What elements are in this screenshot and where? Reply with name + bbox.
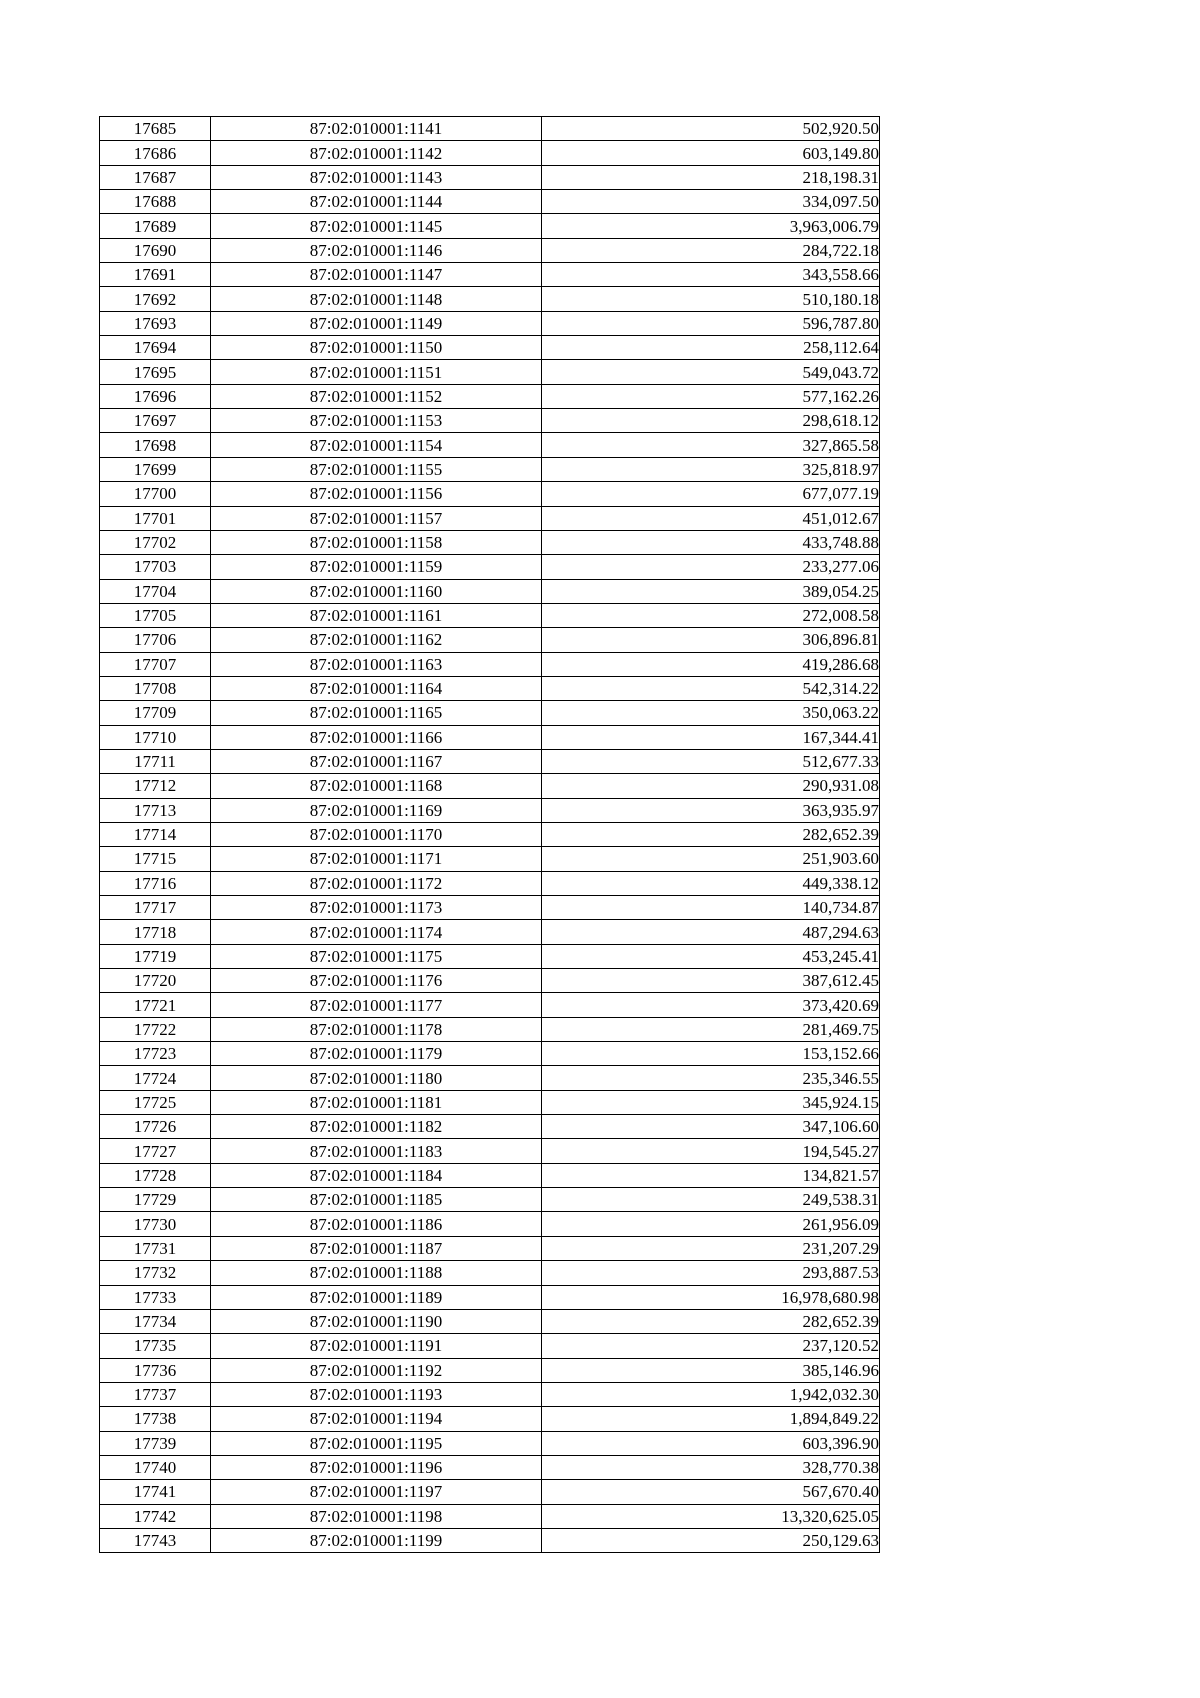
- cadastral-value-cell: 272,008.58: [542, 603, 880, 627]
- cadastral-value-cell: 153,152.66: [542, 1042, 880, 1066]
- cadastral-value-cell: 510,180.18: [542, 287, 880, 311]
- table-row: [100, 1115, 880, 1139]
- row-number-cell: 17738: [100, 1407, 211, 1431]
- cadastral-value-cell: 345,924.15: [542, 1090, 880, 1114]
- cadastral-value-cell: 596,787.80: [542, 311, 880, 335]
- cadastral-number-cell: 87:02:010001:1147: [211, 263, 542, 287]
- row-number-cell: 17720: [100, 969, 211, 993]
- row-number-cell: 17718: [100, 920, 211, 944]
- table-row: [100, 1066, 880, 1090]
- table-row: [100, 603, 880, 627]
- cadastral-number-cell: 87:02:010001:1162: [211, 628, 542, 652]
- cadastral-value-cell: 453,245.41: [542, 944, 880, 968]
- table-row: [100, 141, 880, 165]
- row-number-cell: 17712: [100, 774, 211, 798]
- cadastral-number-cell: 87:02:010001:1177: [211, 993, 542, 1017]
- table-row: [100, 1188, 880, 1212]
- cadastral-value-cell: 13,320,625.05: [542, 1504, 880, 1528]
- cadastral-value-cell: 325,818.97: [542, 457, 880, 481]
- row-number-cell: 17698: [100, 433, 211, 457]
- row-number-cell: 17714: [100, 822, 211, 846]
- cadastral-number-cell: 87:02:010001:1176: [211, 969, 542, 993]
- table-row: [100, 896, 880, 920]
- row-number-cell: 17709: [100, 701, 211, 725]
- cadastral-number-cell: 87:02:010001:1142: [211, 141, 542, 165]
- table-row: [100, 530, 880, 554]
- cadastral-number-cell: 87:02:010001:1171: [211, 847, 542, 871]
- row-number-cell: 17689: [100, 214, 211, 238]
- row-number-cell: 17693: [100, 311, 211, 335]
- cadastral-number-cell: 87:02:010001:1151: [211, 360, 542, 384]
- cadastral-number-cell: 87:02:010001:1145: [211, 214, 542, 238]
- cadastral-number-cell: 87:02:010001:1198: [211, 1504, 542, 1528]
- cadastral-number-cell: 87:02:010001:1180: [211, 1066, 542, 1090]
- cadastral-number-cell: 87:02:010001:1187: [211, 1236, 542, 1260]
- row-number-cell: 17707: [100, 652, 211, 676]
- cadastral-number-cell: 87:02:010001:1160: [211, 579, 542, 603]
- cadastral-number-cell: 87:02:010001:1194: [211, 1407, 542, 1431]
- cadastral-value-cell: 433,748.88: [542, 530, 880, 554]
- table-row: [100, 701, 880, 725]
- cadastral-value-cell: 134,821.57: [542, 1163, 880, 1187]
- row-number-cell: 17695: [100, 360, 211, 384]
- row-number-cell: 17700: [100, 482, 211, 506]
- table-row: [100, 871, 880, 895]
- cadastral-number-cell: 87:02:010001:1159: [211, 555, 542, 579]
- cadastral-value-cell: 549,043.72: [542, 360, 880, 384]
- cadastral-number-cell: 87:02:010001:1149: [211, 311, 542, 335]
- row-number-cell: 17740: [100, 1455, 211, 1479]
- row-number-cell: 17717: [100, 896, 211, 920]
- cadastral-value-cell: 334,097.50: [542, 190, 880, 214]
- table-row: [100, 1212, 880, 1236]
- row-number-cell: 17701: [100, 506, 211, 530]
- cadastral-value-cell: 577,162.26: [542, 384, 880, 408]
- row-number-cell: 17726: [100, 1115, 211, 1139]
- cadastral-number-cell: 87:02:010001:1197: [211, 1480, 542, 1504]
- table-row: [100, 1261, 880, 1285]
- cadastral-number-cell: 87:02:010001:1174: [211, 920, 542, 944]
- cadastral-value-cell: 343,558.66: [542, 263, 880, 287]
- cadastral-value-cell: 603,149.80: [542, 141, 880, 165]
- cadastral-value-cell: 502,920.50: [542, 117, 880, 141]
- table-row: [100, 579, 880, 603]
- cadastral-value-cell: 251,903.60: [542, 847, 880, 871]
- table-row: [100, 482, 880, 506]
- cadastral-number-cell: 87:02:010001:1152: [211, 384, 542, 408]
- table-row: [100, 1407, 880, 1431]
- cadastral-value-cell: 385,146.96: [542, 1358, 880, 1382]
- row-number-cell: 17703: [100, 555, 211, 579]
- table-row: [100, 1528, 880, 1552]
- cadastral-value-cell: 237,120.52: [542, 1334, 880, 1358]
- row-number-cell: 17736: [100, 1358, 211, 1382]
- table-row: [100, 457, 880, 481]
- cadastral-number-cell: 87:02:010001:1181: [211, 1090, 542, 1114]
- cadastral-number-cell: 87:02:010001:1189: [211, 1285, 542, 1309]
- cadastral-number-cell: 87:02:010001:1191: [211, 1334, 542, 1358]
- row-number-cell: 17733: [100, 1285, 211, 1309]
- cadastral-value-cell: 290,931.08: [542, 774, 880, 798]
- cadastral-value-cell: 293,887.53: [542, 1261, 880, 1285]
- table-row: [100, 1480, 880, 1504]
- row-number-cell: 17719: [100, 944, 211, 968]
- table-row: [100, 311, 880, 335]
- table-row: [100, 969, 880, 993]
- row-number-cell: 17743: [100, 1528, 211, 1552]
- table-row: [100, 165, 880, 189]
- cadastral-number-cell: 87:02:010001:1193: [211, 1382, 542, 1406]
- cadastral-value-cell: 327,865.58: [542, 433, 880, 457]
- row-number-cell: 17708: [100, 676, 211, 700]
- cadastral-value-cell: 363,935.97: [542, 798, 880, 822]
- cadastral-value-cell: 328,770.38: [542, 1455, 880, 1479]
- row-number-cell: 17729: [100, 1188, 211, 1212]
- row-number-cell: 17691: [100, 263, 211, 287]
- cadastral-number-cell: 87:02:010001:1166: [211, 725, 542, 749]
- cadastral-number-cell: 87:02:010001:1164: [211, 676, 542, 700]
- table-row: [100, 798, 880, 822]
- table-row: [100, 1236, 880, 1260]
- cadastral-value-cell: 250,129.63: [542, 1528, 880, 1552]
- cadastral-value-cell: 194,545.27: [542, 1139, 880, 1163]
- table-row: [100, 287, 880, 311]
- table-row: [100, 555, 880, 579]
- cadastral-value-cell: 284,722.18: [542, 238, 880, 262]
- cadastral-value-cell: 231,207.29: [542, 1236, 880, 1260]
- row-number-cell: 17716: [100, 871, 211, 895]
- cadastral-value-cell: 218,198.31: [542, 165, 880, 189]
- cadastral-number-cell: 87:02:010001:1192: [211, 1358, 542, 1382]
- cadastral-value-cell: 140,734.87: [542, 896, 880, 920]
- table-row: [100, 1163, 880, 1187]
- cadastral-value-cell: 235,346.55: [542, 1066, 880, 1090]
- row-number-cell: 17706: [100, 628, 211, 652]
- cadastral-value-cell: 167,344.41: [542, 725, 880, 749]
- table-row: [100, 1431, 880, 1455]
- cadastral-value-cell: 451,012.67: [542, 506, 880, 530]
- table-row: [100, 238, 880, 262]
- table-row: [100, 628, 880, 652]
- table-row: [100, 1017, 880, 1041]
- cadastral-value-cell: 389,054.25: [542, 579, 880, 603]
- table-row: [100, 409, 880, 433]
- cadastral-number-cell: 87:02:010001:1153: [211, 409, 542, 433]
- cadastral-number-cell: 87:02:010001:1173: [211, 896, 542, 920]
- cadastral-number-cell: 87:02:010001:1163: [211, 652, 542, 676]
- cadastral-value-cell: 677,077.19: [542, 482, 880, 506]
- cadastral-number-cell: 87:02:010001:1175: [211, 944, 542, 968]
- row-number-cell: 17692: [100, 287, 211, 311]
- table-row: [100, 360, 880, 384]
- row-number-cell: 17741: [100, 1480, 211, 1504]
- table-row: [100, 1309, 880, 1333]
- cadastral-value-cell: 249,538.31: [542, 1188, 880, 1212]
- cadastral-number-cell: 87:02:010001:1186: [211, 1212, 542, 1236]
- row-number-cell: 17705: [100, 603, 211, 627]
- cadastral-value-cell: 567,670.40: [542, 1480, 880, 1504]
- row-number-cell: 17704: [100, 579, 211, 603]
- cadastral-number-cell: 87:02:010001:1184: [211, 1163, 542, 1187]
- cadastral-number-cell: 87:02:010001:1157: [211, 506, 542, 530]
- cadastral-number-cell: 87:02:010001:1168: [211, 774, 542, 798]
- table-row: [100, 993, 880, 1017]
- row-number-cell: 17696: [100, 384, 211, 408]
- row-number-cell: 17685: [100, 117, 211, 141]
- table-row: [100, 117, 880, 141]
- cadastral-value-cell: 512,677.33: [542, 749, 880, 773]
- cadastral-value-cell: 487,294.63: [542, 920, 880, 944]
- cadastral-number-cell: 87:02:010001:1170: [211, 822, 542, 846]
- cadastral-value-cell: 347,106.60: [542, 1115, 880, 1139]
- row-number-cell: 17715: [100, 847, 211, 871]
- row-number-cell: 17728: [100, 1163, 211, 1187]
- cadastral-number-cell: 87:02:010001:1161: [211, 603, 542, 627]
- row-number-cell: 17723: [100, 1042, 211, 1066]
- cadastral-number-cell: 87:02:010001:1141: [211, 117, 542, 141]
- table-row: [100, 1382, 880, 1406]
- cadastral-number-cell: 87:02:010001:1195: [211, 1431, 542, 1455]
- row-number-cell: 17735: [100, 1334, 211, 1358]
- cadastral-number-cell: 87:02:010001:1190: [211, 1309, 542, 1333]
- table-row: [100, 214, 880, 238]
- row-number-cell: 17730: [100, 1212, 211, 1236]
- cadastral-value-cell: 542,314.22: [542, 676, 880, 700]
- cadastral-value-cell: 1,942,032.30: [542, 1382, 880, 1406]
- row-number-cell: 17724: [100, 1066, 211, 1090]
- row-number-cell: 17694: [100, 336, 211, 360]
- table-row: [100, 725, 880, 749]
- row-number-cell: 17731: [100, 1236, 211, 1260]
- row-number-cell: 17727: [100, 1139, 211, 1163]
- table-row: [100, 1358, 880, 1382]
- cadastral-value-cell: 306,896.81: [542, 628, 880, 652]
- row-number-cell: 17688: [100, 190, 211, 214]
- table-row: [100, 506, 880, 530]
- table-row: [100, 944, 880, 968]
- row-number-cell: 17721: [100, 993, 211, 1017]
- table-row: [100, 1334, 880, 1358]
- cadastral-value-cell: 3,963,006.79: [542, 214, 880, 238]
- cadastral-value-cell: 419,286.68: [542, 652, 880, 676]
- cadastral-number-cell: 87:02:010001:1178: [211, 1017, 542, 1041]
- table-row: [100, 1090, 880, 1114]
- row-number-cell: 17699: [100, 457, 211, 481]
- table-row: [100, 822, 880, 846]
- table-row: [100, 774, 880, 798]
- table-row: [100, 920, 880, 944]
- cadastral-number-cell: 87:02:010001:1144: [211, 190, 542, 214]
- cadastral-number-cell: 87:02:010001:1148: [211, 287, 542, 311]
- row-number-cell: 17725: [100, 1090, 211, 1114]
- cadastral-value-cell: 298,618.12: [542, 409, 880, 433]
- cadastral-number-cell: 87:02:010001:1199: [211, 1528, 542, 1552]
- cadastral-number-cell: 87:02:010001:1165: [211, 701, 542, 725]
- table-row: [100, 1285, 880, 1309]
- cadastral-number-cell: 87:02:010001:1172: [211, 871, 542, 895]
- cadastral-value-cell: 281,469.75: [542, 1017, 880, 1041]
- table-row: [100, 384, 880, 408]
- table-row: [100, 652, 880, 676]
- cadastral-value-cell: 282,652.39: [542, 822, 880, 846]
- cadastral-value-cell: 603,396.90: [542, 1431, 880, 1455]
- table-row: [100, 433, 880, 457]
- cadastral-value-cell: 261,956.09: [542, 1212, 880, 1236]
- cadastral-number-cell: 87:02:010001:1154: [211, 433, 542, 457]
- table-row: [100, 1504, 880, 1528]
- table-row: [100, 1042, 880, 1066]
- row-number-cell: 17734: [100, 1309, 211, 1333]
- table-row: [100, 676, 880, 700]
- cadastral-value-cell: 387,612.45: [542, 969, 880, 993]
- cadastral-value-cell: 373,420.69: [542, 993, 880, 1017]
- cadastral-value-table: [99, 116, 880, 1553]
- row-number-cell: 17711: [100, 749, 211, 773]
- cadastral-number-cell: 87:02:010001:1143: [211, 165, 542, 189]
- cadastral-value-cell: 16,978,680.98: [542, 1285, 880, 1309]
- cadastral-value-cell: 1,894,849.22: [542, 1407, 880, 1431]
- row-number-cell: 17737: [100, 1382, 211, 1406]
- row-number-cell: 17687: [100, 165, 211, 189]
- cadastral-number-cell: 87:02:010001:1185: [211, 1188, 542, 1212]
- cadastral-value-cell: 350,063.22: [542, 701, 880, 725]
- row-number-cell: 17739: [100, 1431, 211, 1455]
- cadastral-number-cell: 87:02:010001:1169: [211, 798, 542, 822]
- cadastral-value-cell: 449,338.12: [542, 871, 880, 895]
- row-number-cell: 17742: [100, 1504, 211, 1528]
- cadastral-number-cell: 87:02:010001:1179: [211, 1042, 542, 1066]
- cadastral-number-cell: 87:02:010001:1196: [211, 1455, 542, 1479]
- cadastral-value-cell: 282,652.39: [542, 1309, 880, 1333]
- table-body: [100, 117, 880, 1553]
- cadastral-number-cell: 87:02:010001:1182: [211, 1115, 542, 1139]
- row-number-cell: 17702: [100, 530, 211, 554]
- cadastral-number-cell: 87:02:010001:1155: [211, 457, 542, 481]
- cadastral-number-cell: 87:02:010001:1150: [211, 336, 542, 360]
- cadastral-number-cell: 87:02:010001:1167: [211, 749, 542, 773]
- cadastral-number-cell: 87:02:010001:1183: [211, 1139, 542, 1163]
- row-number-cell: 17697: [100, 409, 211, 433]
- table-row: [100, 263, 880, 287]
- row-number-cell: 17686: [100, 141, 211, 165]
- table-row: [100, 336, 880, 360]
- row-number-cell: 17710: [100, 725, 211, 749]
- row-number-cell: 17690: [100, 238, 211, 262]
- table-row: [100, 190, 880, 214]
- table-row: [100, 1455, 880, 1479]
- cadastral-number-cell: 87:02:010001:1156: [211, 482, 542, 506]
- row-number-cell: 17713: [100, 798, 211, 822]
- cadastral-number-cell: 87:02:010001:1158: [211, 530, 542, 554]
- cadastral-value-cell: 233,277.06: [542, 555, 880, 579]
- cadastral-number-cell: 87:02:010001:1146: [211, 238, 542, 262]
- table-row: [100, 1139, 880, 1163]
- row-number-cell: 17732: [100, 1261, 211, 1285]
- cadastral-number-cell: 87:02:010001:1188: [211, 1261, 542, 1285]
- row-number-cell: 17722: [100, 1017, 211, 1041]
- table-row: [100, 847, 880, 871]
- cadastral-value-cell: 258,112.64: [542, 336, 880, 360]
- table-row: [100, 749, 880, 773]
